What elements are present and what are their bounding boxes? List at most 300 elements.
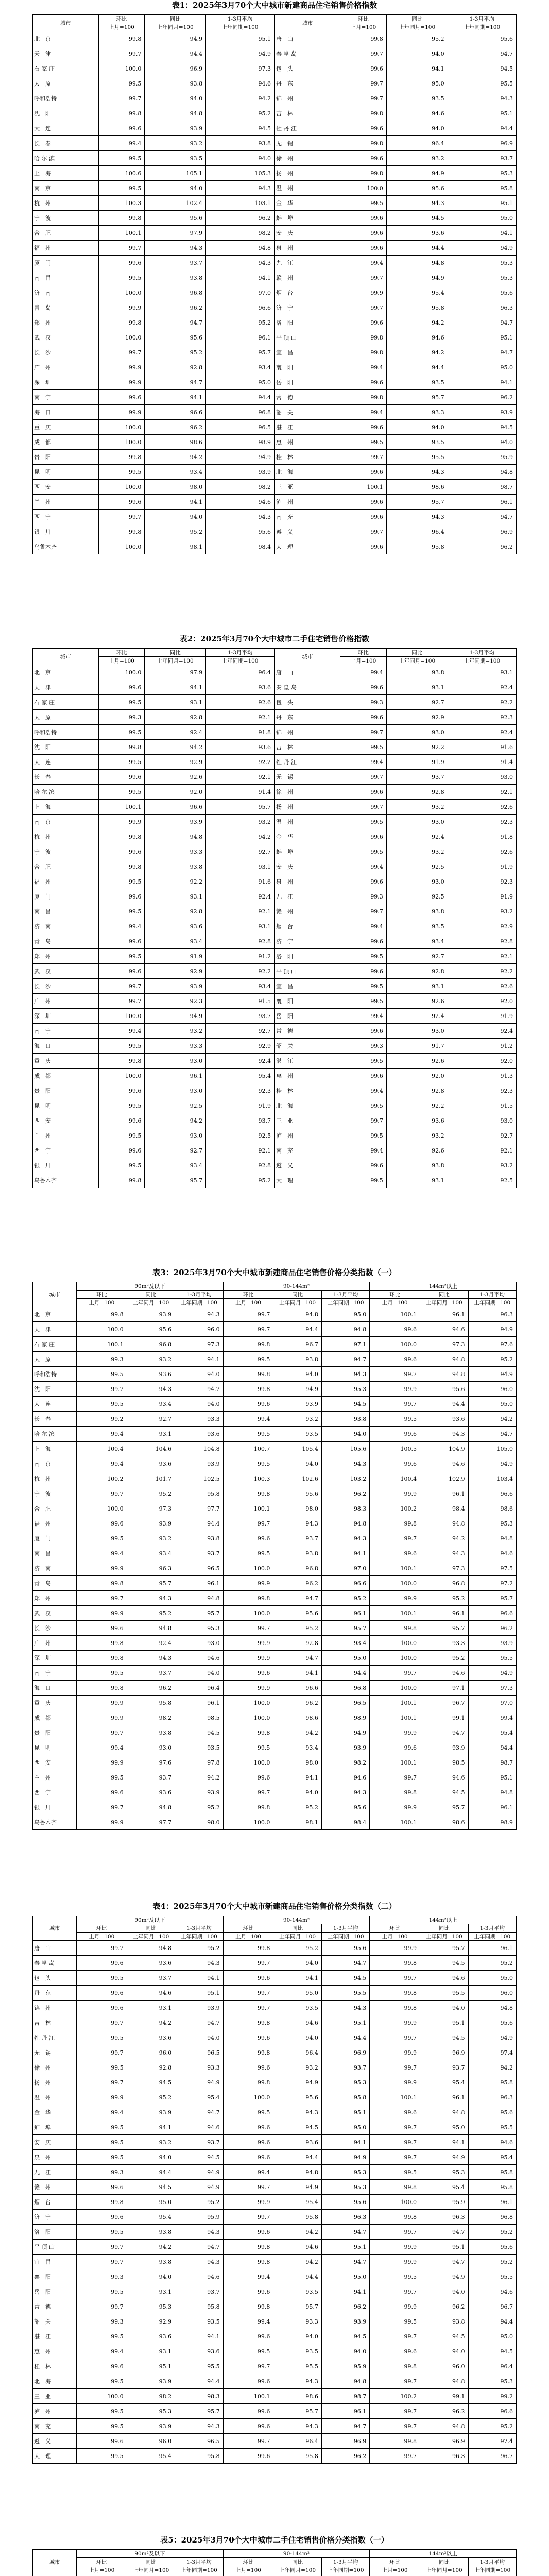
index-value: 92.9 — [386, 710, 448, 725]
index-value: 99.7 — [370, 2404, 420, 2419]
index-value: 100.0 — [98, 480, 145, 495]
table-row — [33, 76, 517, 91]
index-value: 99.5 — [98, 949, 145, 964]
index-value: 98.2 — [206, 226, 274, 241]
index-value: 94.5 — [420, 1785, 468, 1800]
index-value: 100.0 — [98, 1009, 145, 1024]
index-value: 94.4 — [468, 2314, 517, 2329]
index-value: 100.0 — [370, 1636, 420, 1651]
index-value: 95.6 — [321, 1800, 369, 1815]
index-value: 92.9 — [127, 2314, 175, 2329]
index-value: 94.5 — [420, 2030, 468, 2045]
city-name: 包 头 — [274, 61, 340, 76]
table-row — [33, 1158, 517, 1173]
city-name: 赣 州 — [274, 904, 340, 919]
index-value: 99.6 — [223, 2120, 273, 2135]
index-value: 92.8 — [206, 934, 274, 949]
index-value: 94.8 — [420, 2105, 468, 2120]
table-row — [33, 2240, 517, 2255]
index-value: 99.8 — [223, 2045, 273, 2060]
index-value: 99.6 — [340, 874, 386, 889]
table-row — [33, 2574, 517, 2576]
table-row — [33, 1770, 517, 1785]
city-name: 湛 江 — [274, 1054, 340, 1069]
index-value: 95.3 — [321, 1382, 369, 1397]
index-value: 92.7 — [386, 695, 448, 710]
index-value: 94.0 — [273, 1956, 321, 1971]
index-value: 99.6 — [340, 964, 386, 979]
city-name: 丹 东 — [33, 1986, 77, 2001]
data-table — [32, 14, 517, 554]
city-name: 烟 台 — [274, 285, 340, 300]
index-value: 99.6 — [98, 770, 145, 785]
city-name: 天 津 — [33, 1322, 77, 1337]
index-value: 99.6 — [223, 1397, 273, 1412]
index-value: 93.6 — [127, 1785, 175, 1800]
table-row — [33, 1591, 517, 1606]
index-value: 99.5 — [340, 1098, 386, 1113]
index-value: 99.3 — [76, 1352, 127, 1367]
index-value: 91.2 — [448, 1039, 516, 1054]
index-value: 97.3 — [175, 1337, 224, 1352]
city-name: 岳 阳 — [33, 2284, 77, 2299]
index-value: 92.6 — [386, 1054, 448, 1069]
index-value: 96.2 — [206, 211, 274, 226]
index-value: 95.7 — [420, 1621, 468, 1636]
index-value: 94.6 — [420, 1971, 468, 1986]
index-value: 96.2 — [420, 2299, 468, 2314]
index-value: 96.1 — [321, 2404, 369, 2419]
index-value: 96.8 — [127, 1337, 175, 1352]
index-value: 94.0 — [175, 2030, 224, 2045]
index-value: 99.7 — [223, 1956, 273, 1971]
city-name: 三 亚 — [274, 1113, 340, 1128]
index-value: 99.6 — [340, 495, 386, 510]
index-value: 94.9 — [386, 270, 448, 285]
index-value: 99.6 — [340, 829, 386, 844]
index-value: 96.5 — [175, 1561, 224, 1576]
index-value: 96.1 — [206, 330, 274, 345]
index-value: 95.3 — [468, 2374, 517, 2389]
index-value: 94.1 — [273, 1770, 321, 1785]
index-value: 93.2 — [145, 136, 206, 151]
index-value: 95.1 — [321, 2240, 369, 2255]
index-value: 95.1 — [420, 2015, 468, 2030]
table-row — [33, 510, 517, 524]
city-name: 襄 阳 — [274, 360, 340, 375]
table-row — [33, 1113, 517, 1128]
index-value: 99.5 — [98, 76, 145, 91]
header-yoy: 同比 — [273, 1924, 321, 1933]
city-name: 济 宁 — [33, 2210, 77, 2225]
data-table — [32, 1282, 517, 1830]
index-value: 99.4 — [223, 2269, 273, 2284]
index-value: 92.0 — [448, 994, 516, 1009]
index-value: 93.9 — [127, 2374, 175, 2389]
index-value: 93.4 — [145, 1158, 206, 1173]
index-value: 99.7 — [98, 345, 145, 360]
index-value: 93.7 — [127, 1770, 175, 1785]
index-value: 94.3 — [321, 1367, 369, 1382]
index-value: 92.4 — [386, 829, 448, 844]
index-value: 99.9 — [223, 1576, 273, 1591]
index-value: 93.0 — [448, 770, 516, 785]
index-value: 99.7 — [370, 1367, 420, 1382]
index-value: 101.7 — [127, 1471, 175, 1486]
index-value: 99.5 — [340, 1054, 386, 1069]
index-value: 91.9 — [448, 1009, 516, 1024]
index-value: 99.7 — [370, 2329, 420, 2344]
index-value: 94.8 — [420, 1352, 468, 1367]
city-name: 吉 林 — [274, 740, 340, 755]
index-value: 99.7 — [370, 2120, 420, 2135]
table-row — [33, 1546, 517, 1561]
city-name: 南 充 — [274, 510, 340, 524]
index-value: 95.0 — [321, 2269, 369, 2284]
index-value: 95.5 — [175, 2359, 224, 2374]
index-value: 91.8 — [448, 829, 516, 844]
index-value: 95.8 — [468, 2180, 517, 2195]
index-value: 95.7 — [273, 2404, 321, 2419]
index-value: 96.0 — [127, 2045, 175, 2060]
index-value: 94.6 — [420, 1456, 468, 1471]
table-row — [33, 2120, 517, 2135]
index-value: 96.1 — [321, 1606, 369, 1621]
index-value: 93.2 — [386, 800, 448, 815]
table-row — [33, 2045, 517, 2060]
index-value: 95.1 — [448, 330, 516, 345]
index-value: 94.9 — [175, 2180, 224, 2195]
index-value: 91.9 — [386, 755, 448, 770]
index-value: 99.6 — [370, 1427, 420, 1442]
index-value: 96.6 — [273, 1681, 321, 1696]
index-value: 99.9 — [370, 1591, 420, 1606]
index-value: 99.3 — [340, 1039, 386, 1054]
index-value: 94.0 — [206, 151, 274, 166]
index-value: 93.7 — [175, 1546, 224, 1561]
index-value: 91.9 — [448, 859, 516, 874]
city-name: 洛 阳 — [33, 2225, 77, 2240]
index-value: 95.3 — [448, 270, 516, 285]
city-name: 南 昌 — [33, 904, 99, 919]
table-row — [33, 1367, 517, 1382]
city-name: 大 连 — [33, 121, 99, 136]
index-value: 93.8 — [127, 1725, 175, 1740]
index-value: 99.8 — [340, 345, 386, 360]
table-title: 表5：2025年3月70个大中城市二手住宅销售价格分类指数（一） — [160, 2535, 389, 2545]
index-value: 97.3 — [420, 1561, 468, 1576]
index-value: 94.7 — [175, 2105, 224, 2120]
index-value: 96.5 — [206, 420, 274, 435]
index-value: 99.7 — [340, 524, 386, 539]
city-name: 武 汉 — [33, 330, 99, 345]
index-value: 105.4 — [273, 1442, 321, 1456]
city-name: 遵 义 — [274, 524, 340, 539]
city-name: 金 华 — [274, 829, 340, 844]
index-value: 95.5 — [468, 2269, 517, 2284]
index-value: 93.0 — [145, 1083, 206, 1098]
index-value: 99.6 — [76, 2434, 127, 2449]
city-name: 泸 州 — [33, 2404, 77, 2419]
index-value: 99.5 — [223, 1740, 273, 1755]
index-value: 94.1 — [175, 1352, 224, 1367]
table-row — [33, 829, 517, 844]
index-value: 98.6 — [420, 1815, 468, 1830]
index-value: 94.4 — [273, 2269, 321, 2284]
header-avg: 1-3月平均 — [321, 1924, 369, 1933]
index-value: 99.6 — [223, 2404, 273, 2419]
index-value: 94.5 — [321, 1397, 369, 1412]
city-name: 上 海 — [33, 1442, 77, 1456]
index-value: 99.8 — [76, 1307, 127, 1322]
index-value: 99.6 — [340, 1069, 386, 1083]
city-name: 南 昌 — [33, 270, 99, 285]
table-row — [33, 1486, 517, 1501]
index-value: 93.2 — [273, 1412, 321, 1427]
index-value: 99.6 — [223, 2329, 273, 2344]
index-value: 99.7 — [223, 1621, 273, 1636]
index-value: 95.2 — [145, 345, 206, 360]
index-value: 99.9 — [98, 360, 145, 375]
index-value: 94.9 — [175, 2075, 224, 2090]
header-yoy: 同比 — [127, 1291, 175, 1299]
index-value: 102.4 — [145, 196, 206, 211]
index-value: 99.8 — [76, 1636, 127, 1651]
city-name: 锦 州 — [274, 725, 340, 740]
index-value: 98.4 — [206, 539, 274, 554]
index-value: 93.1 — [127, 2284, 175, 2299]
index-value: 93.7 — [127, 1971, 175, 1986]
header-avg: 1-3月平均 — [448, 649, 516, 657]
index-value: 94.8 — [273, 2165, 321, 2180]
index-value: 99.9 — [98, 300, 145, 315]
city-name: 北 京 — [33, 1307, 77, 1322]
header-base-avg: 上年同期=100 — [321, 2566, 369, 2574]
index-value: 96.2 — [145, 300, 206, 315]
index-value: 93.8 — [386, 904, 448, 919]
index-value: 96.1 — [420, 1486, 468, 1501]
index-value: 99.7 — [340, 450, 386, 465]
index-value: 93.2 — [386, 1128, 448, 1143]
index-value: 94.9 — [206, 46, 274, 61]
city-name: 乌鲁木齐 — [33, 539, 99, 554]
index-value: 99.9 — [223, 2195, 273, 2210]
header-base-avg: 上年同期=100 — [206, 23, 274, 31]
index-value: 93.9 — [127, 2419, 175, 2434]
city-name: 长 春 — [33, 1412, 77, 1427]
index-value: 96.7 — [468, 2449, 517, 2464]
index-value: 94.6 — [175, 2120, 224, 2135]
city-name: 唐 山 — [33, 1941, 77, 1956]
index-value: 93.0 — [386, 725, 448, 740]
index-value: 93.9 — [127, 2105, 175, 2120]
index-value: 99.8 — [76, 1651, 127, 1666]
index-value: 93.9 — [468, 1636, 517, 1651]
index-value: 99.9 — [223, 1681, 273, 1696]
index-value: 99.8 — [340, 166, 386, 181]
index-value: 94.5 — [468, 2344, 517, 2359]
index-value: 99.7 — [76, 1486, 127, 1501]
city-name: 南 宁 — [33, 1024, 99, 1039]
index-value: 93.4 — [127, 1546, 175, 1561]
city-name: 襄 阳 — [274, 994, 340, 1009]
index-value: 99.6 — [370, 1456, 420, 1471]
header-yoy: 同比 — [420, 1291, 468, 1299]
city-name: 呼和浩特 — [33, 1367, 77, 1382]
index-value: 94.7 — [145, 315, 206, 330]
index-value: 92.0 — [386, 1069, 448, 1083]
index-value: 103.2 — [321, 1471, 369, 1486]
index-value: 95.2 — [386, 31, 448, 46]
index-value: 95.2 — [420, 1651, 468, 1666]
city-name: 西 安 — [33, 480, 99, 495]
index-value: 99.5 — [76, 2374, 127, 2389]
index-value: 94.3 — [386, 465, 448, 480]
index-value: 99.5 — [370, 2269, 420, 2284]
index-value: 94.1 — [145, 495, 206, 510]
header-base-yoy: 上年同月=100 — [420, 1933, 468, 1941]
index-value: 99.6 — [98, 1083, 145, 1098]
city-name: 天 津 — [33, 46, 99, 61]
header-base-yoy: 上年同月=100 — [386, 23, 448, 31]
index-value: 99.7 — [98, 510, 145, 524]
index-value: 99.7 — [340, 725, 386, 740]
index-value: 99.5 — [340, 1128, 386, 1143]
table-row — [33, 151, 517, 166]
index-value: 96.2 — [448, 390, 516, 405]
index-value: 102.6 — [273, 1471, 321, 1486]
index-value — [223, 2574, 273, 2576]
index-value: 93.0 — [175, 1636, 224, 1651]
index-value: 94.1 — [206, 270, 274, 285]
index-value: 94.1 — [321, 2135, 369, 2150]
header-avg: 1-3月平均 — [321, 1291, 369, 1299]
table-row — [33, 2030, 517, 2045]
index-value: 93.4 — [145, 934, 206, 949]
index-value: 99.4 — [340, 405, 386, 420]
index-value: 99.6 — [340, 315, 386, 330]
index-value: 94.6 — [386, 330, 448, 345]
index-value: 94.9 — [145, 1009, 206, 1024]
index-value: 93.3 — [175, 1412, 224, 1427]
index-value: 99.4 — [98, 1024, 145, 1039]
index-value: 94.0 — [273, 2329, 321, 2344]
index-value: 100.0 — [223, 1815, 273, 1830]
index-value: 93.5 — [273, 2344, 321, 2359]
index-value: 92.6 — [448, 800, 516, 815]
table-row — [33, 919, 517, 934]
index-value: 93.9 — [145, 815, 206, 829]
index-value: 96.1 — [468, 1800, 517, 1815]
index-value: 99.7 — [340, 270, 386, 285]
index-value: 99.8 — [223, 2075, 273, 2090]
table-row — [33, 1128, 517, 1143]
index-value: 93.7 — [386, 770, 448, 785]
table-row — [33, 360, 517, 375]
index-value: 96.5 — [175, 2045, 224, 2060]
index-value: 92.8 — [386, 785, 448, 800]
index-value: 96.4 — [386, 524, 448, 539]
table-section-t5 — [0, 2535, 549, 2576]
table-row — [33, 2449, 517, 2464]
index-value: 96.2 — [321, 2449, 369, 2464]
index-value: 99.7 — [98, 46, 145, 61]
index-value: 92.8 — [386, 964, 448, 979]
index-value: 98.6 — [386, 480, 448, 495]
header-avg: 1-3月平均 — [448, 15, 516, 23]
index-value: 99.5 — [76, 2030, 127, 2045]
table-row — [33, 2359, 517, 2374]
data-table — [32, 648, 517, 1188]
index-value: 99.6 — [223, 1666, 273, 1681]
index-value: 99.8 — [340, 106, 386, 121]
index-value: 92.9 — [145, 964, 206, 979]
index-value: 99.5 — [98, 755, 145, 770]
index-value: 95.1 — [175, 1986, 224, 2001]
index-value: 99.6 — [340, 121, 386, 136]
index-value: 91.2 — [206, 949, 274, 964]
table-row — [33, 1039, 517, 1054]
index-value: 99.6 — [340, 785, 386, 800]
index-value: 94.9 — [175, 2165, 224, 2180]
index-value: 93.8 — [420, 2314, 468, 2329]
city-name: 呼和浩特 — [33, 725, 99, 740]
index-value: 99.6 — [76, 2180, 127, 2195]
index-value: 97.0 — [321, 1561, 369, 1576]
index-value: 93.5 — [273, 2284, 321, 2299]
index-value: 99.8 — [223, 2255, 273, 2269]
table-row — [33, 874, 517, 889]
index-value: 99.7 — [223, 1307, 273, 1322]
index-value: 98.1 — [145, 539, 206, 554]
index-value: 99.8 — [223, 1337, 273, 1352]
header-city: 城市 — [33, 15, 99, 31]
index-value: 92.3 — [206, 1083, 274, 1098]
city-name: 韶 关 — [33, 2314, 77, 2329]
index-value: 96.9 — [321, 2434, 369, 2449]
table-row — [33, 1740, 517, 1755]
index-value: 94.4 — [145, 46, 206, 61]
index-value: 98.9 — [206, 435, 274, 450]
index-value: 93.8 — [175, 1531, 224, 1546]
index-value: 96.9 — [448, 524, 516, 539]
index-value: 100.4 — [370, 1471, 420, 1486]
index-value: 100.7 — [223, 1442, 273, 1456]
index-value: 92.6 — [145, 770, 206, 785]
index-value: 93.1 — [127, 2344, 175, 2359]
index-value: 93.2 — [206, 815, 274, 829]
index-value: 99.9 — [223, 1636, 273, 1651]
header-base-mom: 上月=100 — [223, 1933, 273, 1941]
index-value: 92.7 — [206, 1024, 274, 1039]
index-value: 99.8 — [370, 1621, 420, 1636]
index-value: 97.3 — [420, 1337, 468, 1352]
index-value: 95.8 — [468, 2165, 517, 2180]
city-name: 三 亚 — [33, 2389, 77, 2404]
index-value: 99.8 — [370, 1516, 420, 1531]
city-name: 桂 林 — [274, 1083, 340, 1098]
index-value: 99.6 — [340, 61, 386, 76]
index-value: 99.3 — [76, 2269, 127, 2284]
index-value: 96.1 — [175, 1576, 224, 1591]
index-value: 98.2 — [206, 480, 274, 495]
index-value: 99.6 — [98, 1143, 145, 1158]
index-value: 93.0 — [448, 1113, 516, 1128]
city-name: 乌鲁木齐 — [33, 1815, 77, 1830]
index-value: 94.6 — [468, 2284, 517, 2299]
index-value: 99.6 — [98, 390, 145, 405]
index-value: 97.3 — [468, 1681, 517, 1696]
